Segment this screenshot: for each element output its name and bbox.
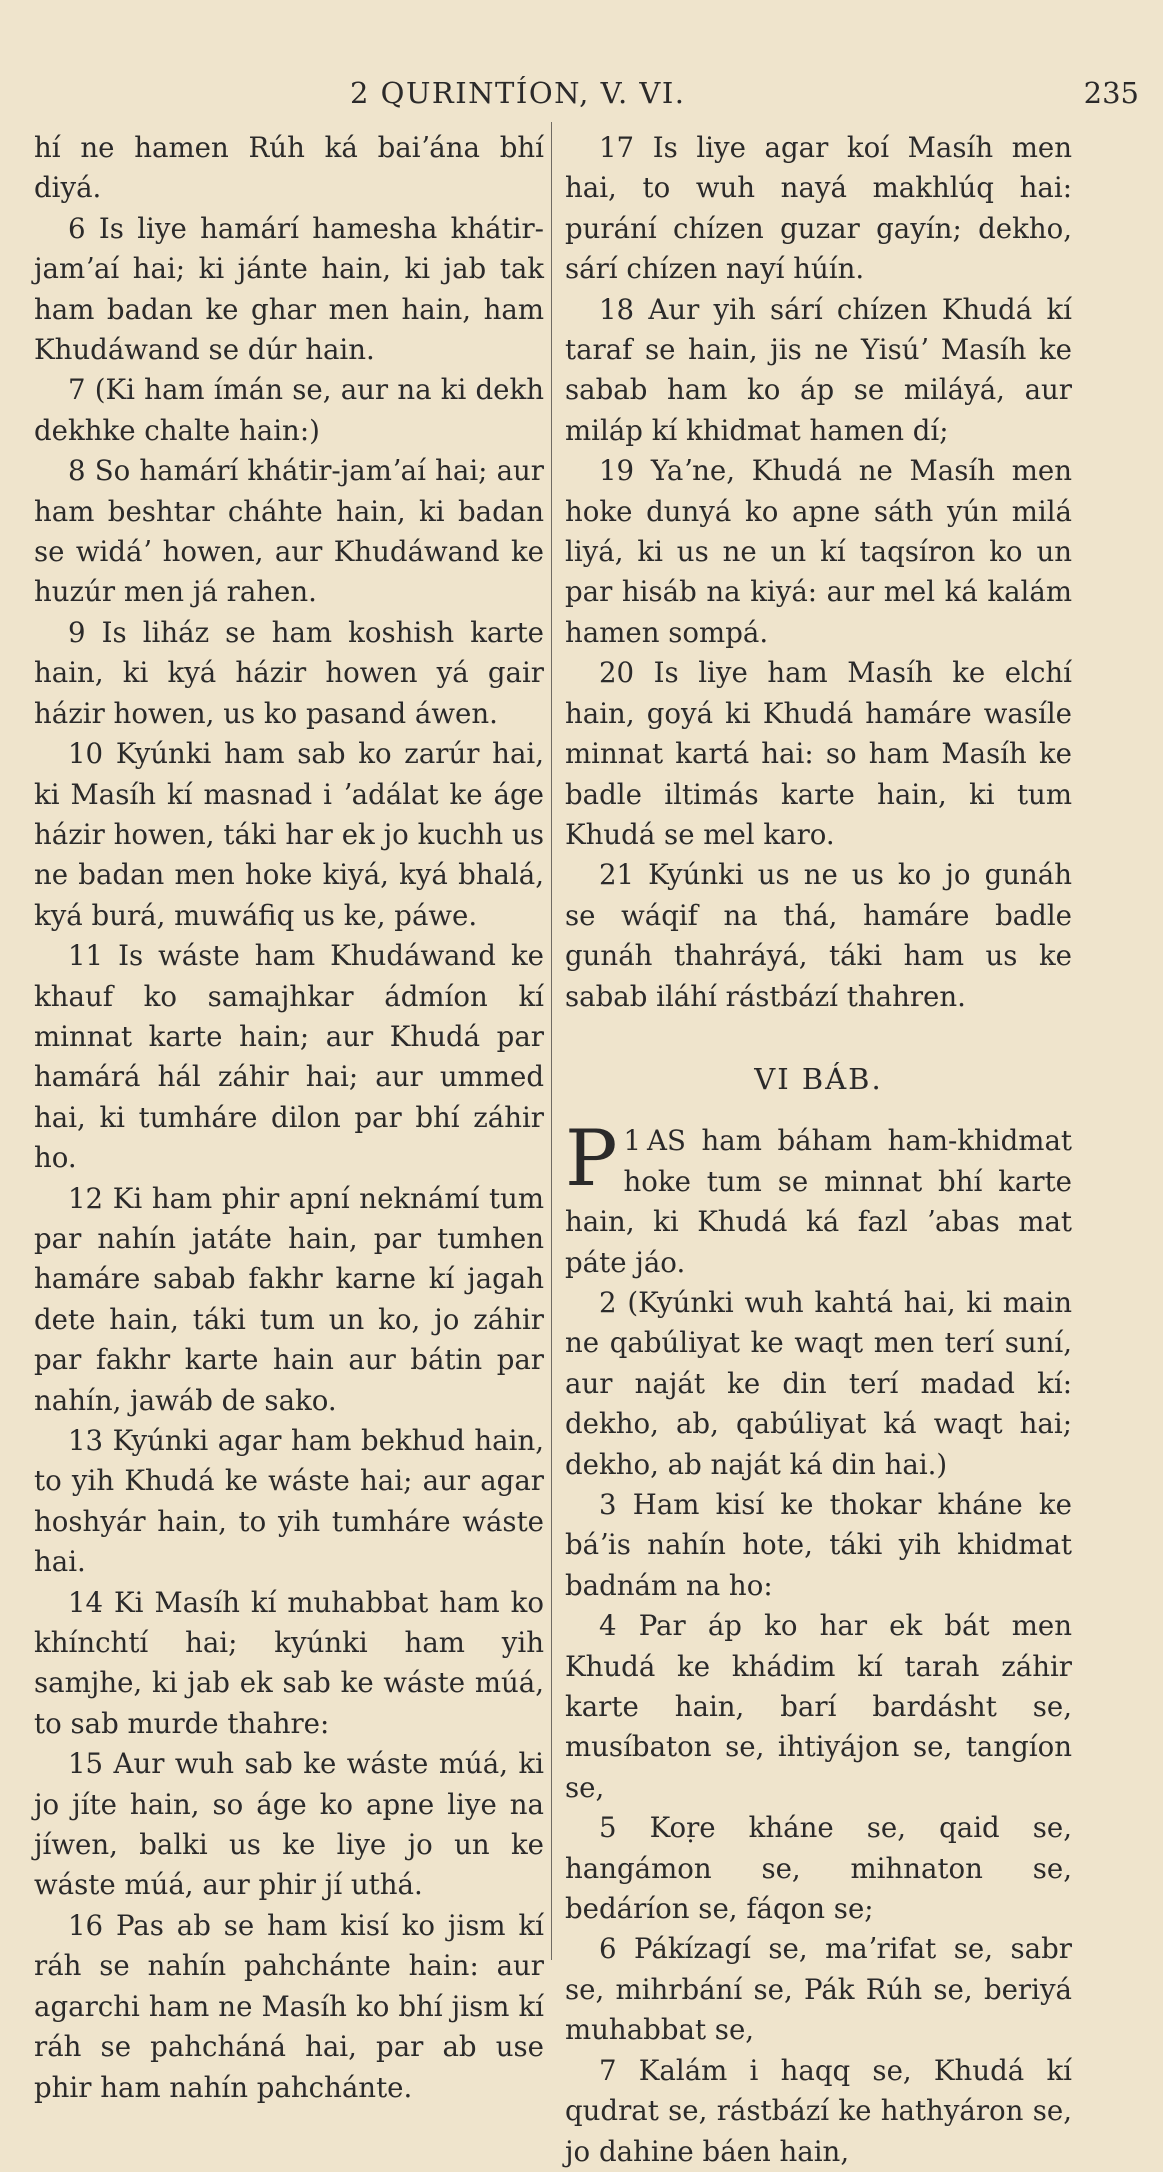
verse-paragraph: 18 Aur yih sárí chízen Khudá kí taraf se hain, jis ne Yisúʼ Masíh ke sabab ham ko áp se miláyá, aur miláp kí khidmat hamen dí; (565, 292, 1072, 447)
verse-paragraph: 10 Kyúnki ham sab ko zarúr hai, ki Masíh kí masnad i ʼadálat ke áge házir howen, táki har ek jo kuchh us ne badan men hoke kiyá, kyá bhalá, kyá burá, muwáfiq us ke, páwe. (34, 737, 544, 932)
verse-paragraph: 4 Par áp ko har ek bát men Khudá ke khádim kí tarah záhir karte hain, barí bardásht se, musíbaton se, ihtiyájon se, tangíon se, (565, 1609, 1072, 1804)
verse-paragraph: 8 So hamárí khátir-jamʼaí hai; aur ham beshtar cháhte hain, ki badan se widáʼ howen, aur Khudáwand ke huzúr men já rahen. (34, 454, 544, 609)
right-column (565, 128, 1072, 2172)
verse-paragraph: 5 Koṛe kháne se, qaid se, hangámon se, mihnaton se, bedáríon se, fáqon se; (565, 1811, 1072, 1926)
verse-paragraph: 7 (Ki ham ímán se, aur na ki dekh dekhke chalte hain:) (34, 373, 544, 447)
drop-cap: P (565, 1114, 618, 1205)
verse-number: 1 (623, 1124, 642, 1158)
verse-paragraph: 6 Is liye hamárí hamesha khátir-jamʼaí hai; ki jánte hain, ki jab tak ham badan ke ghar men hain, ham Khudáwand se dúr hain. (34, 211, 544, 367)
verse-paragraph: 20 Is liye ham Masíh ke elchí hain, goyá ki Khudá hamáre wasíle minnat kartá hai: so ham Masíh ke badle iltimás karte hain, ki tum Khudá se mel karo. (565, 656, 1072, 851)
verse-paragraph: hí ne hamen Rúh ká baiʼána bhí diyá. (34, 131, 544, 205)
verse-text: AS ham báham ham-khidmat hoke tum se minnat bhí karte hain, ki Khudá ká fazl ʼabas mat páte jáo. (565, 1124, 1072, 1279)
verse-paragraph: 13 Kyúnki agar ham bekhud hain, to yih Khudá ke wáste hai; aur agar hoshyár hain, to yih tumháre wáste hai. (34, 1424, 544, 1579)
verse-paragraph: 16 Pas ab se ham kisí ko jism kí ráh se nahín pahchánte hain: aur agarchi ham ne Masíh ko bhí jism kí ráh se pahcháná hai, par ab use phir ham nahín pahchánte. (34, 1908, 544, 2104)
verse-paragraph: 19 Yaʼne, Khudá ne Masíh men hoke dunyá ko apne sáth yún milá liyá, ki us ne un kí taqsíron ko un par hisáb na kiyá: aur mel ká kalám hamen sompá. (565, 454, 1072, 649)
chapter-first-verse (565, 1114, 1072, 1283)
chapter-heading: VI BÁB. (754, 1061, 883, 1096)
verse-paragraph: 6 Pákízagí se, maʼrifat se, sabr se, mihrbání se, Pák Rúh se, beriyá muhabbat se, (565, 1932, 1072, 2047)
verse-paragraph: 7 Kalám i haqq se, Khudá kí qudrat se, rástbází ke hathyáron se, jo dahine báen hain, (565, 2053, 1072, 2168)
verse-paragraph: 12 Ki ham phir apní neknámí tum par nahín jatáte hain, par tumhen hamáre sabab fakhr karne kí jagah dete hain, táki tum un ko, jo záhir par fakhr karte hain aur bátin par nahín, jawáb de sako. (34, 1181, 544, 1417)
page-number: 235 (1083, 76, 1139, 110)
verse-paragraph: 14 Ki Masíh kí muhabbat ham ko khínchtí hai; kyúnki ham yih samjhe, ki jab ek sab ke wáste múá, to sab murde thahre: (34, 1585, 544, 1740)
verse-paragraph: 17 Is liye agar koí Masíh men hai, to wuh nayá makhlúq hai: purání chízen guzar gayín; dekho, sárí chízen nayí húín. (565, 131, 1072, 286)
verse-paragraph: 2 (Kyúnki wuh kahtá hai, ki main ne qabúliyat ke waqt men terí suní, aur naját ke din terí madad kí: dekho, ab, qabúliyat ká waqt hai; dekho, ab naját ká din hai.) (565, 1285, 1072, 1481)
running-header (0, 76, 1163, 116)
verse-paragraph: 9 Is liház se ham koshish karte hain, ki kyá házir howen yá gair házir howen, us ko pasand áwen. (34, 615, 544, 730)
verse-paragraph: 21 Kyúnki us ne us ko jo gunáh se wáqif na thá, hamáre badle gunáh thahráyá, táki ham us ke sabab iláhí rástbází thahren. (565, 858, 1072, 1013)
verse-paragraph: 15 Aur wuh sab ke wáste múá, ki jo jíte hain, so áge ko apne liye na jíwen, balki us ke liye jo un ke wáste múá, aur phir jí uthá. (34, 1747, 544, 1902)
left-column (34, 128, 544, 2108)
column-divider (551, 122, 552, 1960)
verse-paragraph: 3 Ham kisí ke thokar kháne ke báʼis nahín hote, táki yih khidmat badnám na ho: (565, 1488, 1072, 1602)
running-title: 2 QURINTÍON, V. VI. (350, 76, 686, 110)
verse-paragraph: 11 Is wáste ham Khudáwand ke khauf ko samajhkar ádmíon kí minnat karte hain; aur Khudá par hamárá hál záhir hai; aur ummed hai, ki tumháre dilon par bhí záhir ho. (34, 939, 544, 1175)
